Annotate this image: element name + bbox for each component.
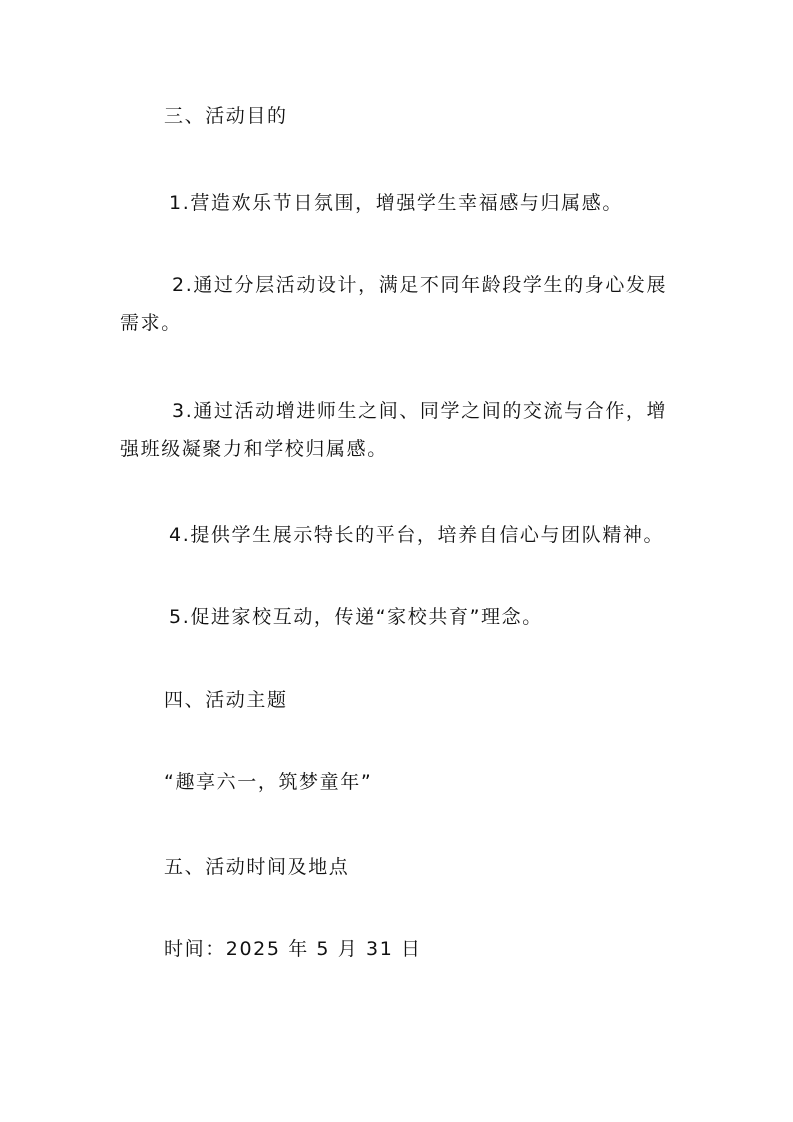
- purpose-item-4: 4.提供学生展示特长的平台，培养自信心与团队精神。: [169, 524, 665, 546]
- purpose-item-1: 1.营造欢乐节日氛围，增强学生幸福感与归属感。: [169, 192, 623, 214]
- section-heading-purpose: 三、活动目的: [164, 105, 288, 127]
- section-heading-theme: 四、活动主题: [164, 689, 288, 711]
- purpose-item-2: 2.通过分层活动设计，满足不同年龄段学生的身心发展需求。: [120, 274, 668, 334]
- activity-time: 时间：2025 年 5 月 31 日: [164, 938, 422, 960]
- purpose-item-3: 3.通过活动增进师生之间、同学之间的交流与合作，增强班级凝聚力和学校归属感。: [120, 400, 668, 460]
- purpose-item-5: 5.促进家校互动，传递“家校共育”理念。: [169, 606, 543, 628]
- section-heading-time-location: 五、活动时间及地点: [164, 856, 350, 878]
- activity-theme: “趣享六一，筑梦童年”: [164, 771, 373, 793]
